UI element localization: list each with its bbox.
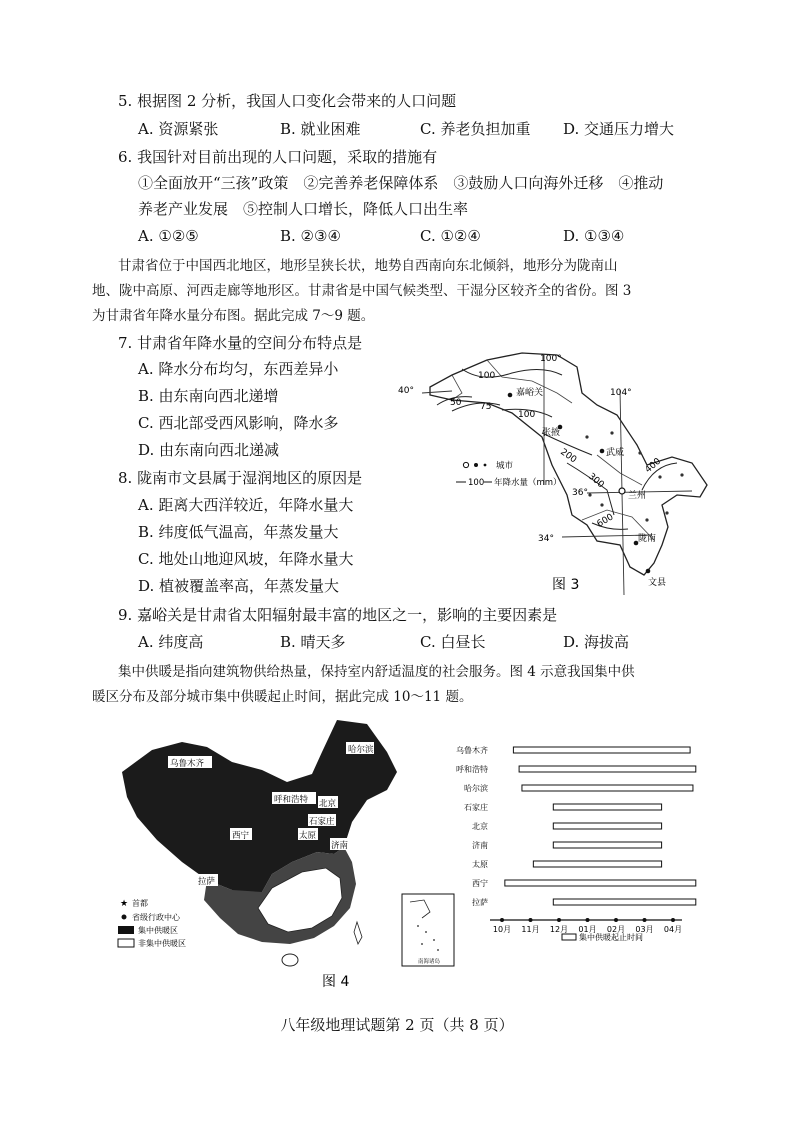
city-dot [508,393,513,398]
isohyet-label: 75 [480,402,492,412]
q5-option-b: B. 就业困难 [280,120,361,138]
q9-option-d: D. 海拔高 [563,633,630,651]
chart-legend-label: 集中供暖起止时间 [579,933,643,942]
lon-label-104: 104° [610,388,632,398]
page-footer: 八年级地理试题第 2 页（共 8 页） [280,1016,514,1034]
chart-category-label: 乌鲁木齐 [456,746,488,755]
q6-option-c: C. ①②④ [420,227,481,245]
chart-category-label: 哈尔滨 [464,784,488,793]
map-label-hohhot: 呼和浩特 [274,795,309,805]
map-label-lhasa: 拉萨 [198,877,216,887]
q7-option-c: C. 西北部受西风影响，降水多 [138,414,339,432]
legend-capital-symbol [463,462,468,467]
legend-capital-label: 首都 [132,899,148,908]
chart-category-label: 西宁 [472,879,488,888]
hainan-island [282,954,298,966]
city-label-jiayuguan: 嘉峪关 [516,388,544,398]
q8-option-a: A. 距离大西洋较近，年降水量大 [138,496,354,514]
x-tick-mark [500,918,504,922]
legend-isohyet-label: 年降水量（mm） [494,478,562,488]
passage1-line1: 甘肃省位于中国西北地区，地形呈狭长状，地势自西南向东北倾斜，地形分为陇南山 [118,258,618,274]
legend-capital-symbol: ★ [120,899,129,909]
x-tick-label: 12月 [549,925,569,934]
inset-label: 南海诸岛 [418,959,441,965]
x-tick-mark [529,918,533,922]
legend-nonheating-swatch [118,939,134,947]
q9-option-c: C. 白昼长 [420,633,486,651]
lat-label-36: 36° [572,488,588,498]
lon-label-100: 100° [540,354,562,364]
figure4-caption: 图 4 [322,974,350,990]
q5-option-a: A. 资源紧张 [138,120,219,138]
heating-period-chart [446,734,706,960]
x-tick-label: 11月 [521,925,540,934]
city-dot [646,569,651,574]
x-tick-mark [586,918,590,922]
figure4-heating-map [112,712,472,990]
q8-option-d: D. 植被覆盖率高，年蒸发量大 [138,577,340,595]
isohyet-label: 600 [595,512,616,530]
q7-stem: 7. 甘肃省年降水量的空间分布特点是 [118,334,363,352]
legend-city-label: 城市 [496,461,514,471]
q6-option-a: A. ①②⑤ [138,227,199,245]
chart-bar [553,804,661,810]
isohyet-label: 300 [586,471,606,491]
x-tick-label: 10月 [492,925,512,934]
x-tick-mark [614,918,618,922]
q8-option-b: B. 纬度低气温高，年蒸发量大 [138,523,339,541]
city-label-zhangye: 张掖 [542,428,561,438]
chart-bar [519,766,696,772]
q7-option-a: A. 降水分布均匀，东西差异小 [138,360,339,378]
isohyet-label: 100 [478,371,496,381]
x-tick-mark [643,918,647,922]
parallel-40 [422,391,452,393]
legend-heating-label: 集中供暖区 [138,926,178,935]
chart-category-label: 石家庄 [464,803,488,812]
map-label-urumqi: 乌鲁木齐 [170,759,205,769]
q9-stem: 9. 嘉峪关是甘肃省太阳辐射最丰富的地区之一，影响的主要因素是 [118,606,558,624]
x-tick-label: 04月 [663,925,683,934]
x-tick-label: 03月 [635,925,654,934]
city-dot [600,449,605,454]
q9-option-a: A. 纬度高 [138,633,204,651]
chart-bar [553,899,696,905]
x-tick-label: 01月 [578,925,597,934]
provincial-capital-marker [619,488,625,494]
passage1-line3: 为甘肃省年降水量分布图。据此完成 7～9 题。 [92,308,375,324]
isohyet-label: 50 [450,398,462,408]
figure3-precipitation-map [392,345,722,597]
city-label-wuwei: 武威 [606,448,625,458]
q9-option-b: B. 晴天多 [280,633,346,651]
q6-option-d: D. ①③④ [563,227,625,245]
city-label-wenxian: 文县 [648,578,667,588]
chart-bar [522,785,693,791]
chart-bar [513,747,690,753]
passage1-line2: 地、陇中高原、河西走廊等地形区。甘肃省是中国气候类型、干湿分区较齐全的省份。图 3 [92,283,632,299]
isohyet-label: 100 [518,410,536,420]
lat-label-40: 40° [398,386,414,396]
q6-stem: 6. 我国针对目前出现的人口问题，采取的措施有 [118,148,438,166]
x-tick-mark [557,918,561,922]
chart-category-label: 拉萨 [472,898,488,907]
figure3-caption: 图 3 [552,577,580,593]
legend-heating-swatch [118,926,134,934]
map-label-taiyuan: 太原 [299,831,317,841]
map-label-jinan: 济南 [331,841,349,851]
isohyet-label: 200 [558,447,579,466]
passage2-line2: 暖区分布及部分城市集中供暖起止时间，据此完成 10～11 题。 [92,689,473,705]
chart-category-label: 呼和浩特 [456,765,488,774]
q6-measures-line2: 养老产业发展 ⑤控制人口增长，降低人口出生率 [138,200,469,218]
q5-option-c: C. 养老负担加重 [420,120,531,138]
map-label-beijing: 北京 [319,799,337,809]
lat-label-34: 34° [538,534,554,544]
city-label-longnan: 陇南 [638,534,657,544]
q6-option-b: B. ②③④ [280,227,341,245]
q8-stem: 8. 陇南市文县属于湿润地区的原因是 [118,469,363,487]
chart-category-label: 北京 [472,822,488,831]
legend-provincial-symbol [122,915,127,920]
chart-category-label: 济南 [472,841,488,850]
x-tick-label: 02月 [606,925,626,934]
chart-bar [505,880,696,886]
chart-bar [553,842,661,848]
city-label-lanzhou: 兰州 [628,491,647,501]
q7-option-b: B. 由东南向西北递增 [138,387,279,405]
q5-stem: 5. 根据图 2 分析，我国人口变化会带来的人口问题 [118,92,457,110]
map-label-harbin: 哈尔滨 [348,745,374,755]
map-label-xining: 西宁 [232,831,250,841]
q7-option-d: D. 由东南向西北递减 [138,441,280,459]
chart-legend-swatch [562,934,576,940]
q6-measures-line1: ①全面放开“三孩”政策 ②完善养老保障体系 ③鼓励人口向海外迁移 ④推动 [138,174,664,192]
x-tick-mark [671,918,675,922]
q5-option-d: D. 交通压力增大 [563,120,675,138]
legend-provincial-label: 省级行政中心 [132,913,180,922]
q8-option-c: C. 地处山地迎风坡，年降水量大 [138,550,354,568]
legend-city-symbol [474,463,478,467]
legend-isohyet-value: 100 [468,478,485,488]
legend-nonheating-label: 非集中供暖区 [138,939,186,948]
isohyet-label: 400 [643,456,664,476]
chart-bar [533,861,661,867]
map-label-shijiazhuang: 石家庄 [309,817,335,827]
passage2-line1: 集中供暖是指向建筑物供给热量，保持室内舒适温度的社会服务。图 4 示意我国集中供 [118,664,635,680]
chart-bar [553,823,661,829]
chart-category-label: 太原 [472,860,488,869]
